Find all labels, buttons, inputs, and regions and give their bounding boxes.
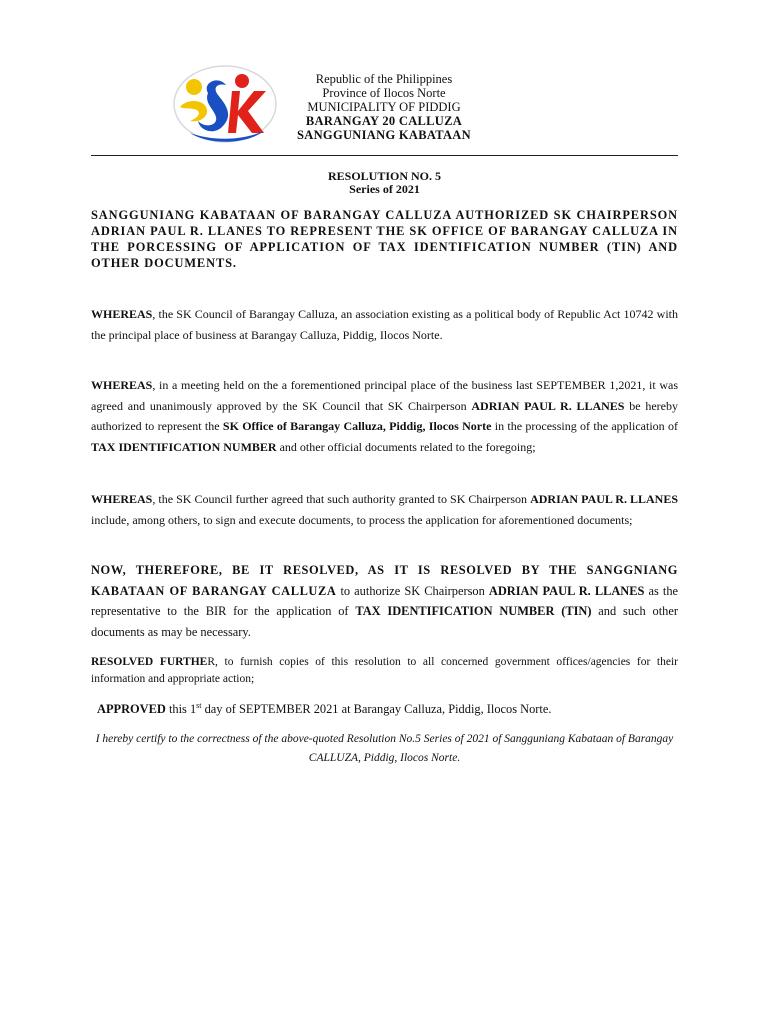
paragraph-text: this 1 [165, 702, 197, 716]
whereas-paragraph-2 [91, 375, 678, 457]
logo-red-k [228, 91, 266, 133]
resolution-number: RESOLUTION NO. 5 [327, 169, 442, 183]
paragraph-text: and such other documents as may be necessary. [91, 604, 678, 639]
paragraph-text: , the SK Council further agreed that such authority granted to SK Chairperson [152, 492, 531, 506]
chairperson-name: ADRIAN PAUL R. LLANES [471, 398, 625, 413]
paragraph-text: as the representative to the BIR for the application of [91, 583, 679, 618]
whereas-paragraph-3 [91, 489, 678, 530]
whereas-label: WHEREAS [91, 378, 153, 392]
logo-red-dot [235, 74, 249, 88]
sk-logo-icon [172, 63, 278, 145]
paragraph-text: and other official documents related to the foregoing; [276, 439, 536, 454]
ordinal-suffix: st [196, 700, 202, 710]
sk-office-name: SK Office of Barangay Calluza, Piddig, Ilocos Norte [222, 419, 492, 433]
paragraph-text: to authorize SK Chairperson [336, 583, 489, 598]
paragraph-text: , the SK Council of Barangay Calluza, an association existing as a political body of Republic Act 10742 with the principal place of business at Barangay Calluza, Piddig, Ilocos Norte. [91, 307, 678, 342]
paragraph-text: day of SEPTEMBER 2021 at Barangay Calluza, Piddig, Ilocos Norte. [201, 702, 552, 716]
whereas-paragraph-1 [91, 304, 678, 345]
resolution-heading [91, 170, 678, 196]
paragraph-text: R, to furnish copies of this resolution to all concerned government offices/agencies for their information and appropriate action; [91, 656, 678, 685]
approved-paragraph [97, 699, 678, 720]
header-republic: Republic of the Philippines [315, 72, 453, 86]
header-council: SANGGUNIANG KABATAAN [297, 128, 471, 142]
paragraph-text: be hereby authorized to represent the [91, 398, 678, 433]
logo-yellow-swoosh [180, 101, 207, 121]
certification-statement: I hereby certify to the correctness of the above-quoted Resolution No.5 Series of 2021 of Sangguniang Kabataan of Barangay CALLUZA, Piddig, Ilocos Norte. [95, 733, 674, 764]
logo-yellow-dot [186, 79, 202, 95]
header-barangay: BARANGAY 20 CALLUZA [305, 114, 463, 128]
resolved-further-label: RESOLVED FURTHE [91, 656, 208, 668]
resolved-clause: NOW, THEREFORE, BE IT RESOLVED, AS IT IS RESOLVED BY THE SANGGNIANG KABATAAN OF BARANGAY CALLUZA [91, 563, 678, 598]
paragraph-text: include, among others, to sign and execute documents, to process the application for aforementioned documents; [91, 512, 633, 527]
paragraph-text: in the processing of the application of [491, 419, 678, 433]
header-divider [91, 155, 678, 156]
resolved-further-paragraph [91, 654, 678, 688]
whereas-label: WHEREAS [91, 492, 153, 506]
header-province: Province of Ilocos Norte [322, 86, 446, 100]
paragraph-text: , in a meeting held on the a forementioned principal place of the business last SEPTEMBER 1,2021, it was agreed and unanimously approved by the SK Council that SK Chairperson [91, 378, 678, 413]
header-municipality: MUNICIPALITY OF PIDDIG [307, 100, 461, 114]
letterhead [278, 72, 490, 142]
chairperson-name: ADRIAN PAUL R. LLANES [488, 583, 645, 598]
resolved-paragraph [91, 560, 678, 642]
tin-label: TAX IDENTIFICATION NUMBER (TIN) [355, 604, 592, 618]
resolution-series: Series of 2021 [349, 182, 420, 196]
chairperson-name: ADRIAN PAUL R. LLANES [530, 492, 679, 506]
resolution-title: SANGGUNIANG KABATAAN OF BARANGAY CALLUZA AUTHORIZED SK CHAIRPERSON ADRIAN PAUL R. LLANES TO REPRESENT THE SK OFFICE OF BARANGAY CALLUZA IN THE PORCESSING OF APPLICATION OF TAX IDENTIFICATION NUMBER (TIN) AND OTHER DOCUMENTS. [91, 208, 678, 270]
whereas-label: WHEREAS [91, 307, 153, 321]
tin-label: TAX IDENTIFICATION NUMBER [91, 439, 277, 454]
approved-label: APPROVED [97, 702, 166, 716]
